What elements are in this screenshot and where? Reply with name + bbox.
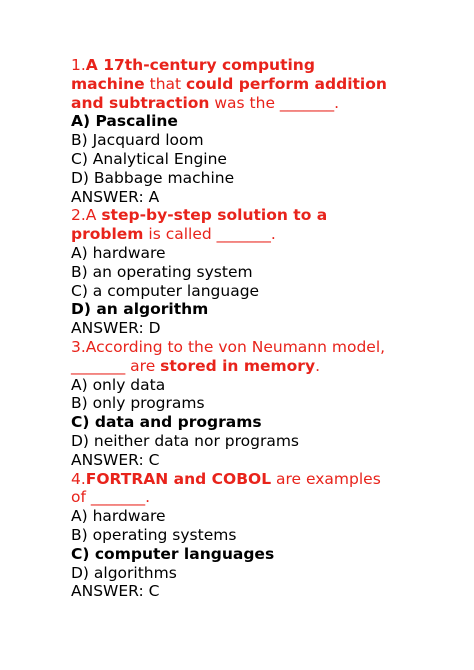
question-4-line-2: of _______. <box>71 488 151 507</box>
question-3-option-d: D) neither data nor programs <box>71 431 299 450</box>
question-1-line-1: 1.A 17th-century computing <box>71 56 315 74</box>
question-1-line-3: and subtraction was the _______. <box>71 93 340 112</box>
question-2-option-b: B) an operating system <box>71 262 253 281</box>
question-4-option-d: D) algorithms <box>71 563 177 582</box>
question-4-line-1: 4.FORTRAN and COBOL are examples <box>71 469 381 488</box>
question-2-option-d: D) an algorithm <box>71 300 209 319</box>
question-3-line-2: _______ are stored in memory. <box>71 356 320 375</box>
question-3-option-b: B) only programs <box>71 394 205 413</box>
question-1-answer: ANSWER: A <box>71 187 160 206</box>
question-4-option-c: C) computer languages <box>71 544 275 563</box>
question-1-option-a: A) Pascaline <box>71 112 178 131</box>
question-1-option-d: D) Babbage machine <box>71 168 235 187</box>
question-1-option-b: B) Jacquard loom <box>71 131 204 150</box>
question-4-option-a: A) hardware <box>71 507 166 526</box>
question-2-option-c: C) a computer language <box>71 281 260 300</box>
question-4-answer: ANSWER: C <box>71 582 160 601</box>
question-3-option-c: C) data and programs <box>71 413 262 432</box>
question-2-line-1: 2.A step-by-step solution to a <box>71 206 328 225</box>
question-2-line-2: problem is called _______. <box>71 225 276 244</box>
question-1-option-c: C) Analytical Engine <box>71 149 227 168</box>
question-2-option-a: A) hardware <box>71 243 166 262</box>
question-3-option-a: A) only data <box>71 375 166 394</box>
question-3-answer: ANSWER: C <box>71 450 160 469</box>
quiz-document <box>71 56 416 601</box>
question-2-answer: ANSWER: D <box>71 319 161 338</box>
question-1-line-2: machine that could perform addition <box>71 74 387 93</box>
question-3-line-1: 3.According to the von Neumann model, <box>71 337 386 356</box>
question-4-option-b: B) operating systems <box>71 525 237 544</box>
